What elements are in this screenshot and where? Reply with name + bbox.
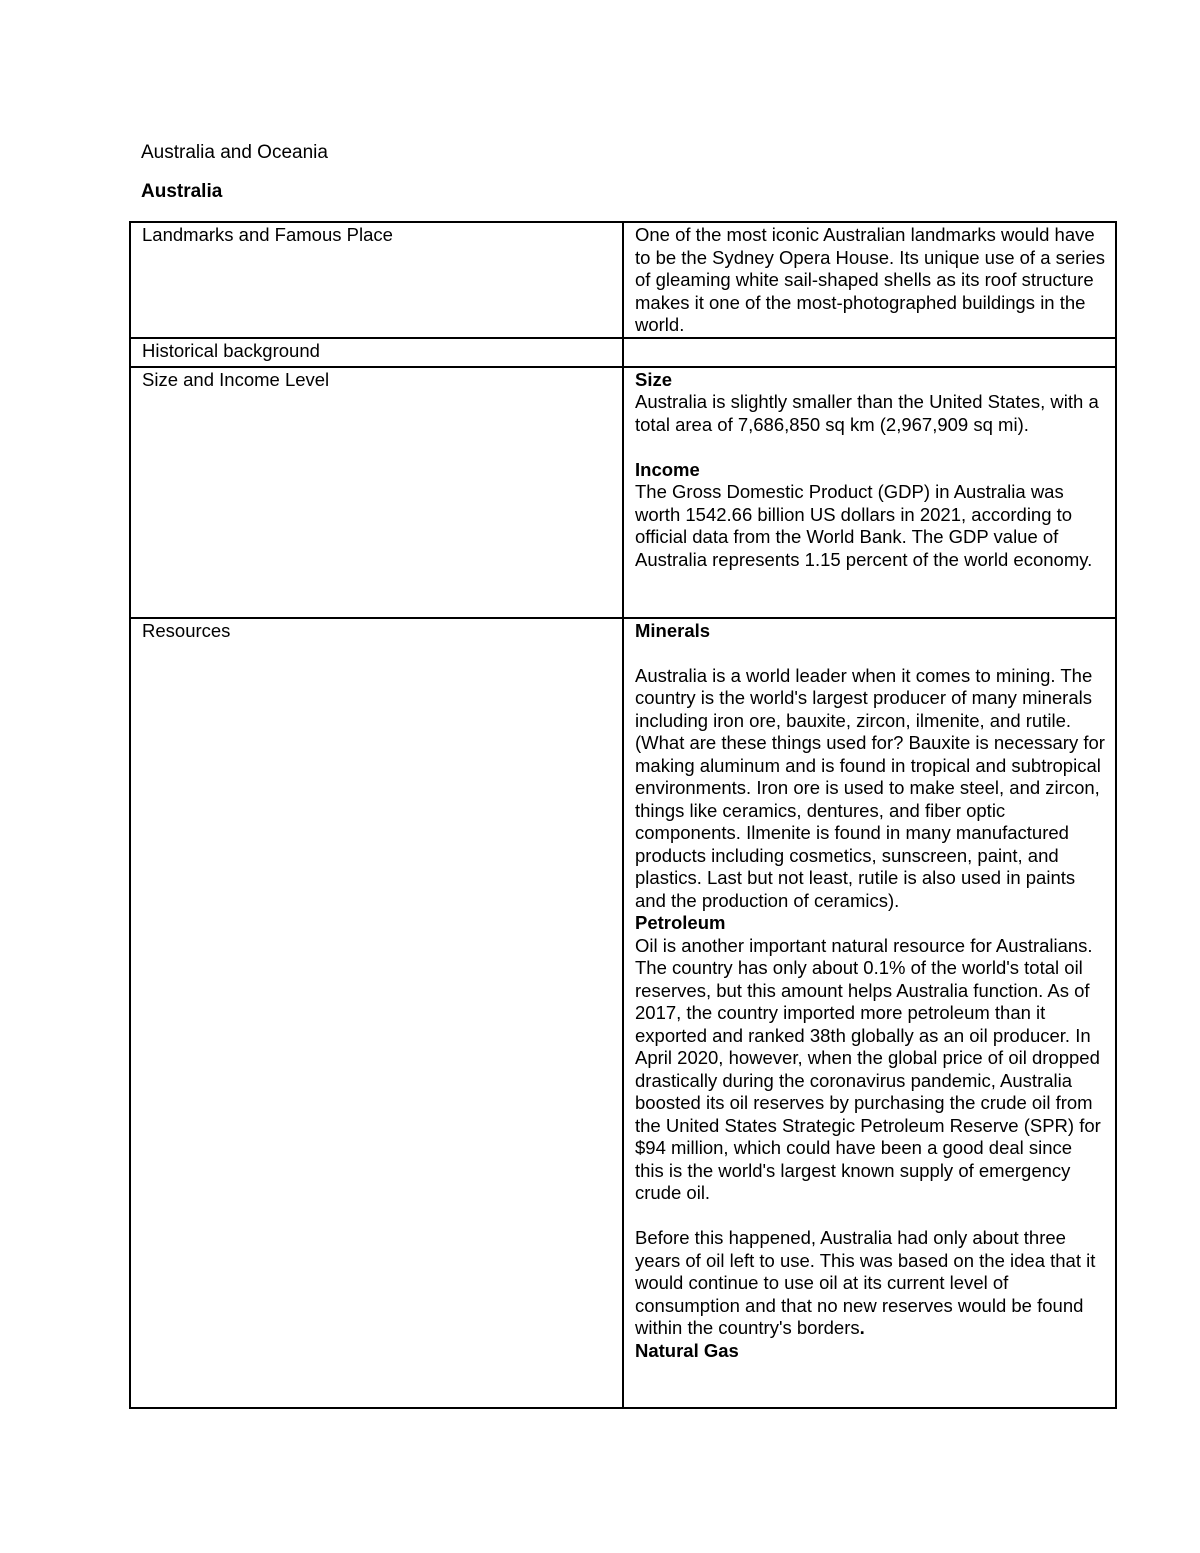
- paragraph-gap: [635, 1205, 1105, 1228]
- table-row-history: [130, 338, 1116, 367]
- size-income-label: Size and Income Level: [142, 368, 330, 390]
- paragraph-gap: [635, 642, 1105, 665]
- landmarks-content-cell: [623, 222, 1116, 338]
- natural-gas-title: Natural Gas: [635, 1339, 739, 1361]
- history-content-cell: [623, 338, 1116, 367]
- minerals-text: Australia is a world leader when it comes to mining. The country is the world's largest producer of many minerals including iron ore, bauxite, zircon, ilmenite, and rutile. (What are these things used for? Bauxite is necessary for making aluminum and is found in tropical and subtropical environments. Iron ore is used to make steel, and zircon, things like ceramics, dentures, and fiber optic components. Ilmenite is found in many manufactured products including cosmetics, sunscreen, paint, and plastics. Last but not least, rutile is also used in paints and the production of ceramics).: [635, 664, 1105, 911]
- document-heading: Australia and Oceania: [141, 142, 328, 163]
- table-row-landmarks: [130, 222, 1116, 338]
- paragraph-gap: [635, 436, 1105, 459]
- history-label-cell: [130, 338, 623, 367]
- size-income-label-cell: [130, 367, 623, 618]
- petroleum-text: Oil is another important natural resource for Australians. The country has only about 0.1% of the world's total oil reserves, but this amount helps Australia function. As of 2017, the country imported more petroleum than it exported and ranked 38th globally as an oil producer. In April 2020, however, when the global price of oil dropped drastically during the coronavirus pandemic, Australia boosted its oil reserves by purchasing the crude oil from the United States Strategic Petroleum Reserve (SPR) for $94 million, which could have been a good deal since this is the world's largest known supply of emergency crude oil.: [635, 934, 1101, 1203]
- resources-label-cell: [130, 618, 623, 1408]
- size-title: Size: [635, 368, 673, 390]
- table-row-resources: [130, 618, 1116, 1408]
- size-income-content-cell: [623, 367, 1116, 618]
- landmarks-label-cell: [130, 222, 623, 338]
- country-heading: Australia: [141, 181, 223, 202]
- before-text: Before this happened, Australia had only about three years of oil left to use. This was based on the idea that it would continue to use oil at its current level of consumption and that no new reserves would be found within the country's borders: [635, 1227, 1096, 1338]
- table-row-size-income: [130, 367, 1116, 618]
- income-text: The Gross Domestic Product (GDP) in Australia was worth 1542.66 billion US dollars in 2021, according to official data from the World Bank. The GDP value of Australia represents 1.15 percent of the world economy.: [635, 481, 1093, 570]
- before-text-end: .: [859, 1317, 865, 1338]
- resources-content-cell: [623, 618, 1116, 1408]
- country-info-table: [129, 221, 1117, 1409]
- resources-label: Resources: [142, 619, 231, 641]
- history-label: Historical background: [142, 339, 320, 361]
- minerals-title: Minerals: [635, 619, 711, 641]
- landmarks-text: One of the most iconic Australian landmarks would have to be the Sydney Opera House. Its unique use of a series of gleaming white sail-shaped shells as its roof structure makes it one of the most-photographed buildings in the world.: [635, 224, 1105, 335]
- landmarks-label: Landmarks and Famous Place: [142, 224, 393, 245]
- petroleum-title: Petroleum: [635, 912, 726, 933]
- income-title: Income: [635, 458, 700, 480]
- size-text: Australia is slightly smaller than the United States, with a total area of 7,686,850 sq km (2,967,909 sq mi).: [635, 391, 1099, 435]
- before-text-paragraph: [635, 1227, 1105, 1340]
